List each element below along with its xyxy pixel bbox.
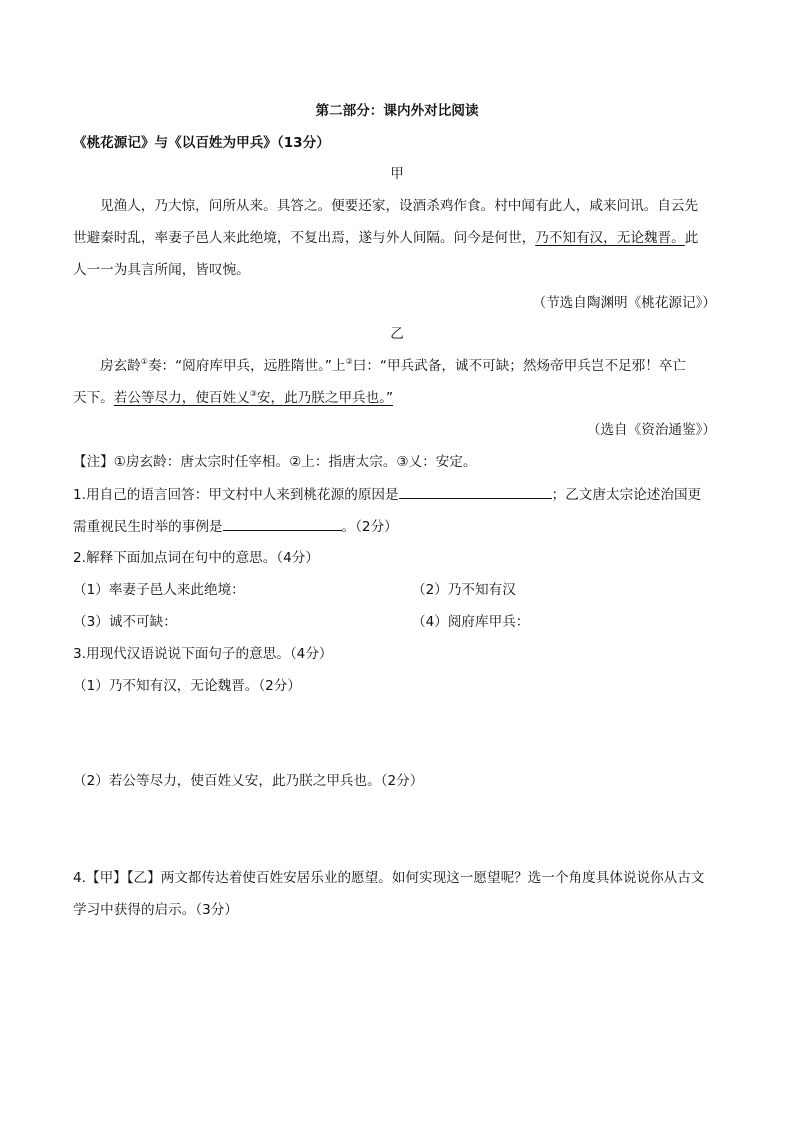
text-b-underlined-a: 若公等尽力，使百姓乂 [113,390,250,406]
text-b-line-1-b: 奏：“阅府库甲兵，远胜隋世。”上 [147,358,346,374]
text-b-underlined-b: 安，此乃朕之甲兵也。 [256,390,387,406]
footnote-marker-1: ① [140,357,148,366]
passage-heading: 《桃花源记》与《以百姓为甲兵》（13分） [73,135,330,151]
question-2-stem: 2.解释下面加点词在句中的意思。（4分） [73,550,319,566]
text-b-closing-quote: ” [386,390,394,406]
text-b-line-2-pre: 天下。 [73,390,114,406]
text-a-line-2-post: 此 [684,230,699,246]
question-1-line-2 [73,516,398,537]
text-a-line-2 [73,228,698,248]
answer-blank-2[interactable] [223,516,342,531]
question-4-line-2: 学习中获得的启示。（3分） [73,902,238,918]
footnote-marker-3: ③ [249,389,257,398]
question-2-item-3: （3）诚不可缺： [73,614,177,630]
text-b-source: （选自《资治通鉴》） [586,422,716,438]
footnote-marker-2: ② [345,357,353,366]
text-a-line-2-pre: 世避秦时乱，率妻子邑人来此绝境，不复出焉，遂与外人间隔。问今是何世， [73,230,536,246]
question-3-sub-2: （2）若公等尽力，使百姓乂安，此乃朕之甲兵也。（2分） [73,773,424,789]
question-1-line-1 [73,484,701,505]
question-3-stem: 3.用现代汉语说说下面句子的意思。（4分） [73,646,333,662]
question-2-item-2: （2）乃不知有汉 [412,582,516,598]
question-1-text-b: ；乙文唐太宗论述治国更 [551,487,702,503]
text-a-underlined-sentence: 乃不知有汉，无论魏晋。 [535,230,685,246]
text-a-line-3: 人一一为具言所闻，皆叹惋。 [73,262,250,278]
text-a-label: 甲 [390,166,404,182]
question-1-text-d: 。（2分） [341,519,398,535]
question-1-text-a: 1.用自己的语言回答：甲文村中人来到桃花源的原因是 [73,487,399,503]
question-2-item-4: （4）阅府库甲兵： [412,614,530,630]
text-b-line-2 [73,388,393,408]
answer-blank-1[interactable] [399,484,552,499]
question-2-item-1: （1）率妻子邑人来此绝境： [73,582,245,598]
question-3-sub-1: （1）乃不知有汉，无论魏晋。（2分） [73,678,301,694]
text-b-label: 乙 [390,326,404,342]
question-1-text-c: 需重视民生时举的事例是 [73,519,223,535]
text-a-line-1: 见渔人，乃大惊，问所从来。具答之。便要还家，设酒杀鸡作食。村中闻有此人，咸来问讯。自云先 [100,198,699,214]
text-b-line-1-c: 曰：“甲兵武备，诚不可缺；然炀帝甲兵岂不足邪！卒亡 [352,358,687,374]
text-b-line-1-a: 房玄龄 [100,358,141,374]
annotation-note: 【注】①房玄龄：唐太宗时任宰相。②上：指唐太宗。③乂：安定。 [73,454,477,470]
question-4-line-1: 4.【甲】【乙】两文都传达着使百姓安居乐业的愿望。如何实现这一愿望呢？选一个角度具体说说你从古文 [73,870,705,886]
text-a-source: （节选自陶渊明《桃花源记》） [532,295,716,311]
text-b-underlined-sentence [114,390,393,406]
section-title: 第二部分：课内外对比阅读 [315,103,479,119]
text-b-line-1 [100,356,686,376]
